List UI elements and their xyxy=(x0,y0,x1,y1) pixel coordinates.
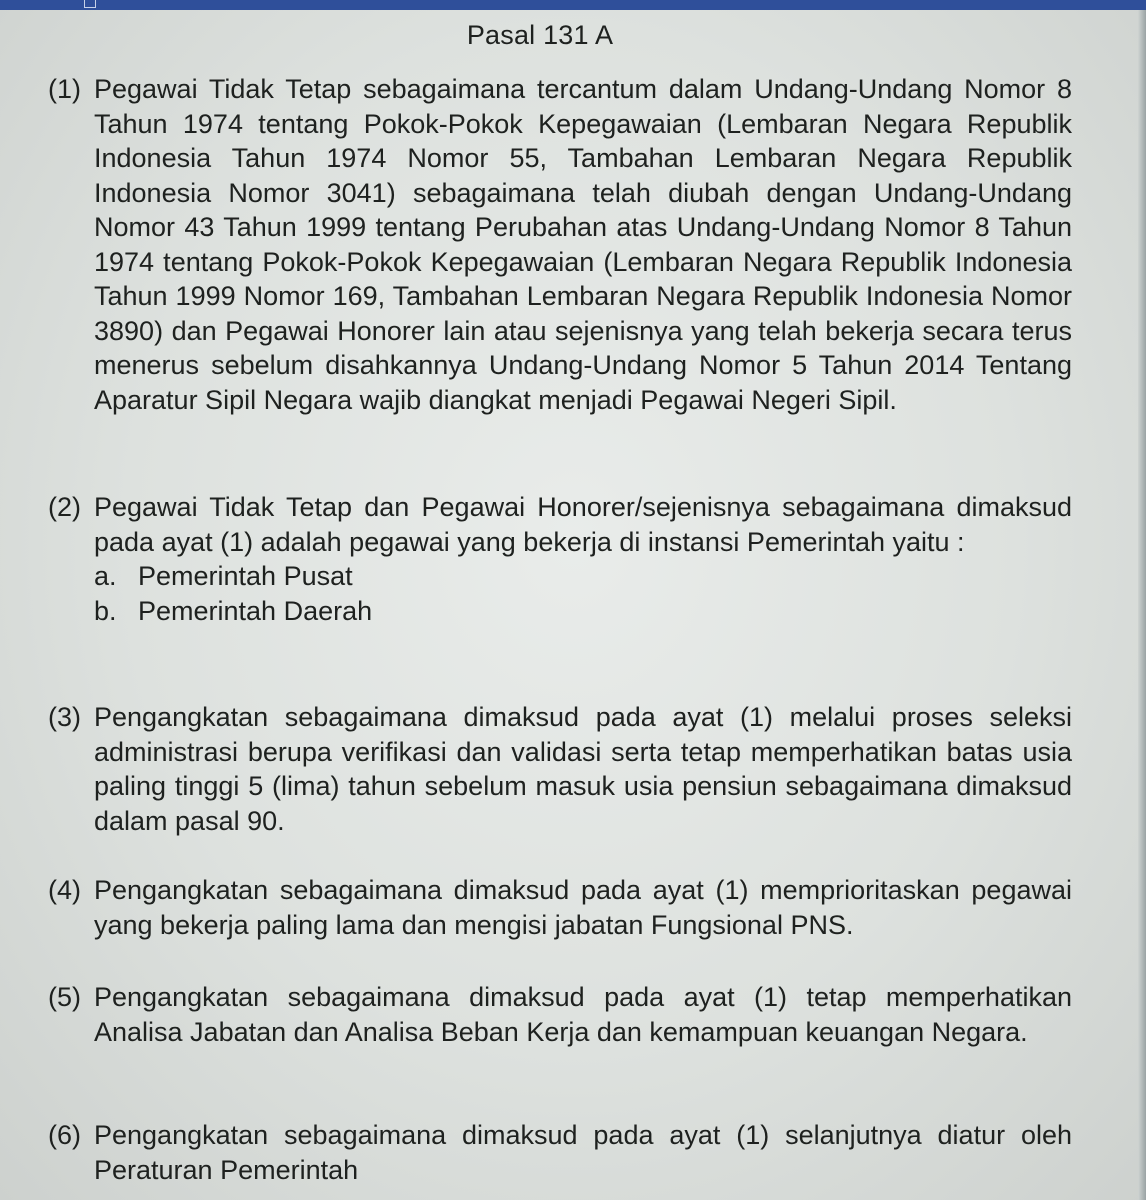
clause-text: Pengangkatan sebagaimana dimaksud pada ayat (1) memprioritaskan pegawai yang bekerja paling lama dan mengisi jabatan Fungsional PNS. xyxy=(94,875,1072,940)
sub-item-letter: b. xyxy=(94,595,117,626)
window-top-bar xyxy=(0,0,1146,10)
clause-number: (5) xyxy=(48,982,81,1012)
clause-text: Pegawai Tidak Tetap sebagaimana tercantum dalam Undang-Undang Nomor 8 Tahun 1974 tentang Pokok-Pokok Kepegawaian (Lembaran Negara Republik Indonesia Tahun 1974 Nomor 55, Tambahan Lembaran Negara Republik Indonesia Nomor 3041) sebagaimana telah diubah dengan Undang-Undang Nomor 43 Tahun 1999 tentang Perubahan atas Undang-Undang Nomor 8 Tahun 1974 tentang Pokok-Pokok Kepegawaian (Lembaran Negara Republik Indonesia Tahun 1999 Nomor 169, Tambahan Lembaran Negara Republik Indonesia Nomor 3890) dan Pegawai Honorer lain atau sejenisnya yang telah bekerja secara terus menerus sebelum disahkannya Undang-Undang Nomor 5 Tahun 2014 Tentang Aparatur Sipil Negara wajib diangkat menjadi Pegawai Negeri Sipil. xyxy=(94,74,1072,415)
clause-number: (6) xyxy=(48,1120,81,1150)
clause-number: (2) xyxy=(48,492,81,522)
clause-text: Pengangkatan sebagaimana dimaksud pada ayat (1) tetap memperhatikan Analisa Jabatan dan Analisa Beban Kerja dan kemampuan keuangan Negara. xyxy=(94,982,1072,1047)
clause-number: (1) xyxy=(48,74,81,104)
clause-text: Pengangkatan sebagaimana dimaksud pada ayat (1) selanjutnya diatur oleh Peraturan Pemerintah xyxy=(94,1120,1072,1185)
ruler-marker xyxy=(84,0,96,8)
clause-text: Pengangkatan sebagaimana dimaksud pada ayat (1) melalui proses seleksi administrasi berupa verifikasi dan validasi serta tetap memperhatikan batas usia paling tinggi 5 (lima) tahun sebelum masuk usia pensiun sebagaimana dimaksud dalam pasal 90. xyxy=(94,702,1072,836)
clause-2 xyxy=(48,490,1072,628)
sub-item-text: Pemerintah Daerah xyxy=(138,595,373,626)
clause-sub-list xyxy=(94,559,1072,628)
article-title: Pasal 131 A xyxy=(466,20,614,50)
clause-number: (3) xyxy=(48,702,81,732)
document-page xyxy=(0,10,1138,1200)
clause-4 xyxy=(48,873,1072,942)
clause-number: (4) xyxy=(48,875,81,905)
clause-5 xyxy=(48,980,1072,1049)
clause-6 xyxy=(48,1118,1072,1187)
sub-item-b xyxy=(94,594,1072,629)
clause-1 xyxy=(48,72,1072,417)
sub-item-a xyxy=(94,559,1072,594)
sub-item-text: Pemerintah Pusat xyxy=(138,561,353,591)
clause-3 xyxy=(48,700,1072,838)
scrollbar-edge[interactable] xyxy=(1138,10,1146,1200)
sub-item-letter: a. xyxy=(94,561,117,591)
clause-text: Pegawai Tidak Tetap dan Pegawai Honorer/sejenisnya sebagaimana dimaksud pada ayat (1) adalah pegawai yang bekerja di instansi Pemerintah yaitu : xyxy=(94,492,1072,557)
